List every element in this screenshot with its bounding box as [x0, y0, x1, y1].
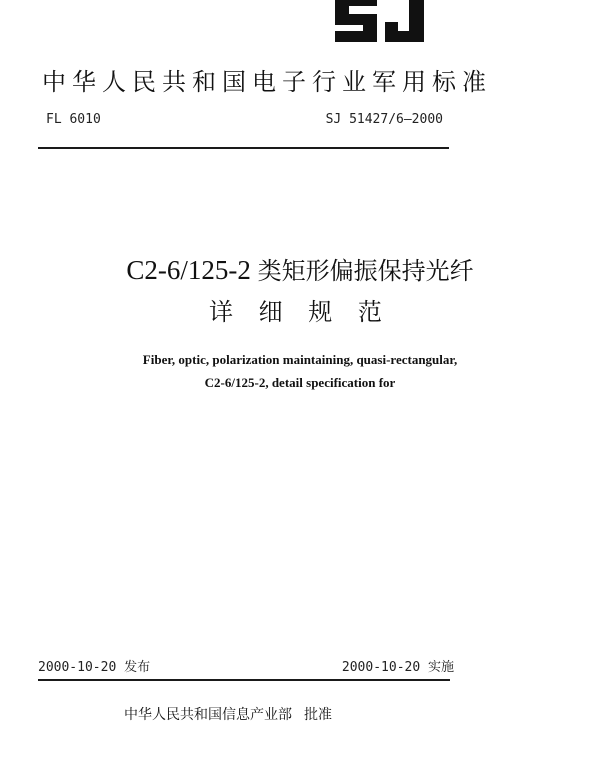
issuing-authority: 中华人民共和国信息产业部 — [124, 707, 292, 723]
sj-logo — [333, 0, 439, 46]
approval-label: 批准 — [304, 707, 332, 723]
approval-line — [124, 704, 332, 724]
bottom-divider — [38, 679, 450, 681]
standard-number: SJ 51427/6—2000 — [325, 112, 443, 127]
top-divider — [38, 147, 449, 149]
english-title-line1: Fiber, optic, polarization maintaining, quasi-rectangular, — [142, 352, 458, 367]
english-title-line2: C2-6/125-2, detail specification for — [204, 375, 396, 390]
standard-title: 中华人民共和国电子行业军用标准 — [42, 68, 492, 96]
issue-date: 2000-10-20 发布 — [38, 660, 151, 675]
title-chinese-line2: 详 细 规 范 — [209, 298, 391, 326]
classification-code: FL 6010 — [46, 112, 101, 127]
model-number: C2-6/125-2 — [126, 255, 251, 285]
document-title — [0, 251, 600, 286]
title-chinese-line1: 类矩形偏振保持光纤 — [257, 257, 474, 285]
implementation-date: 2000-10-20 实施 — [341, 660, 454, 675]
